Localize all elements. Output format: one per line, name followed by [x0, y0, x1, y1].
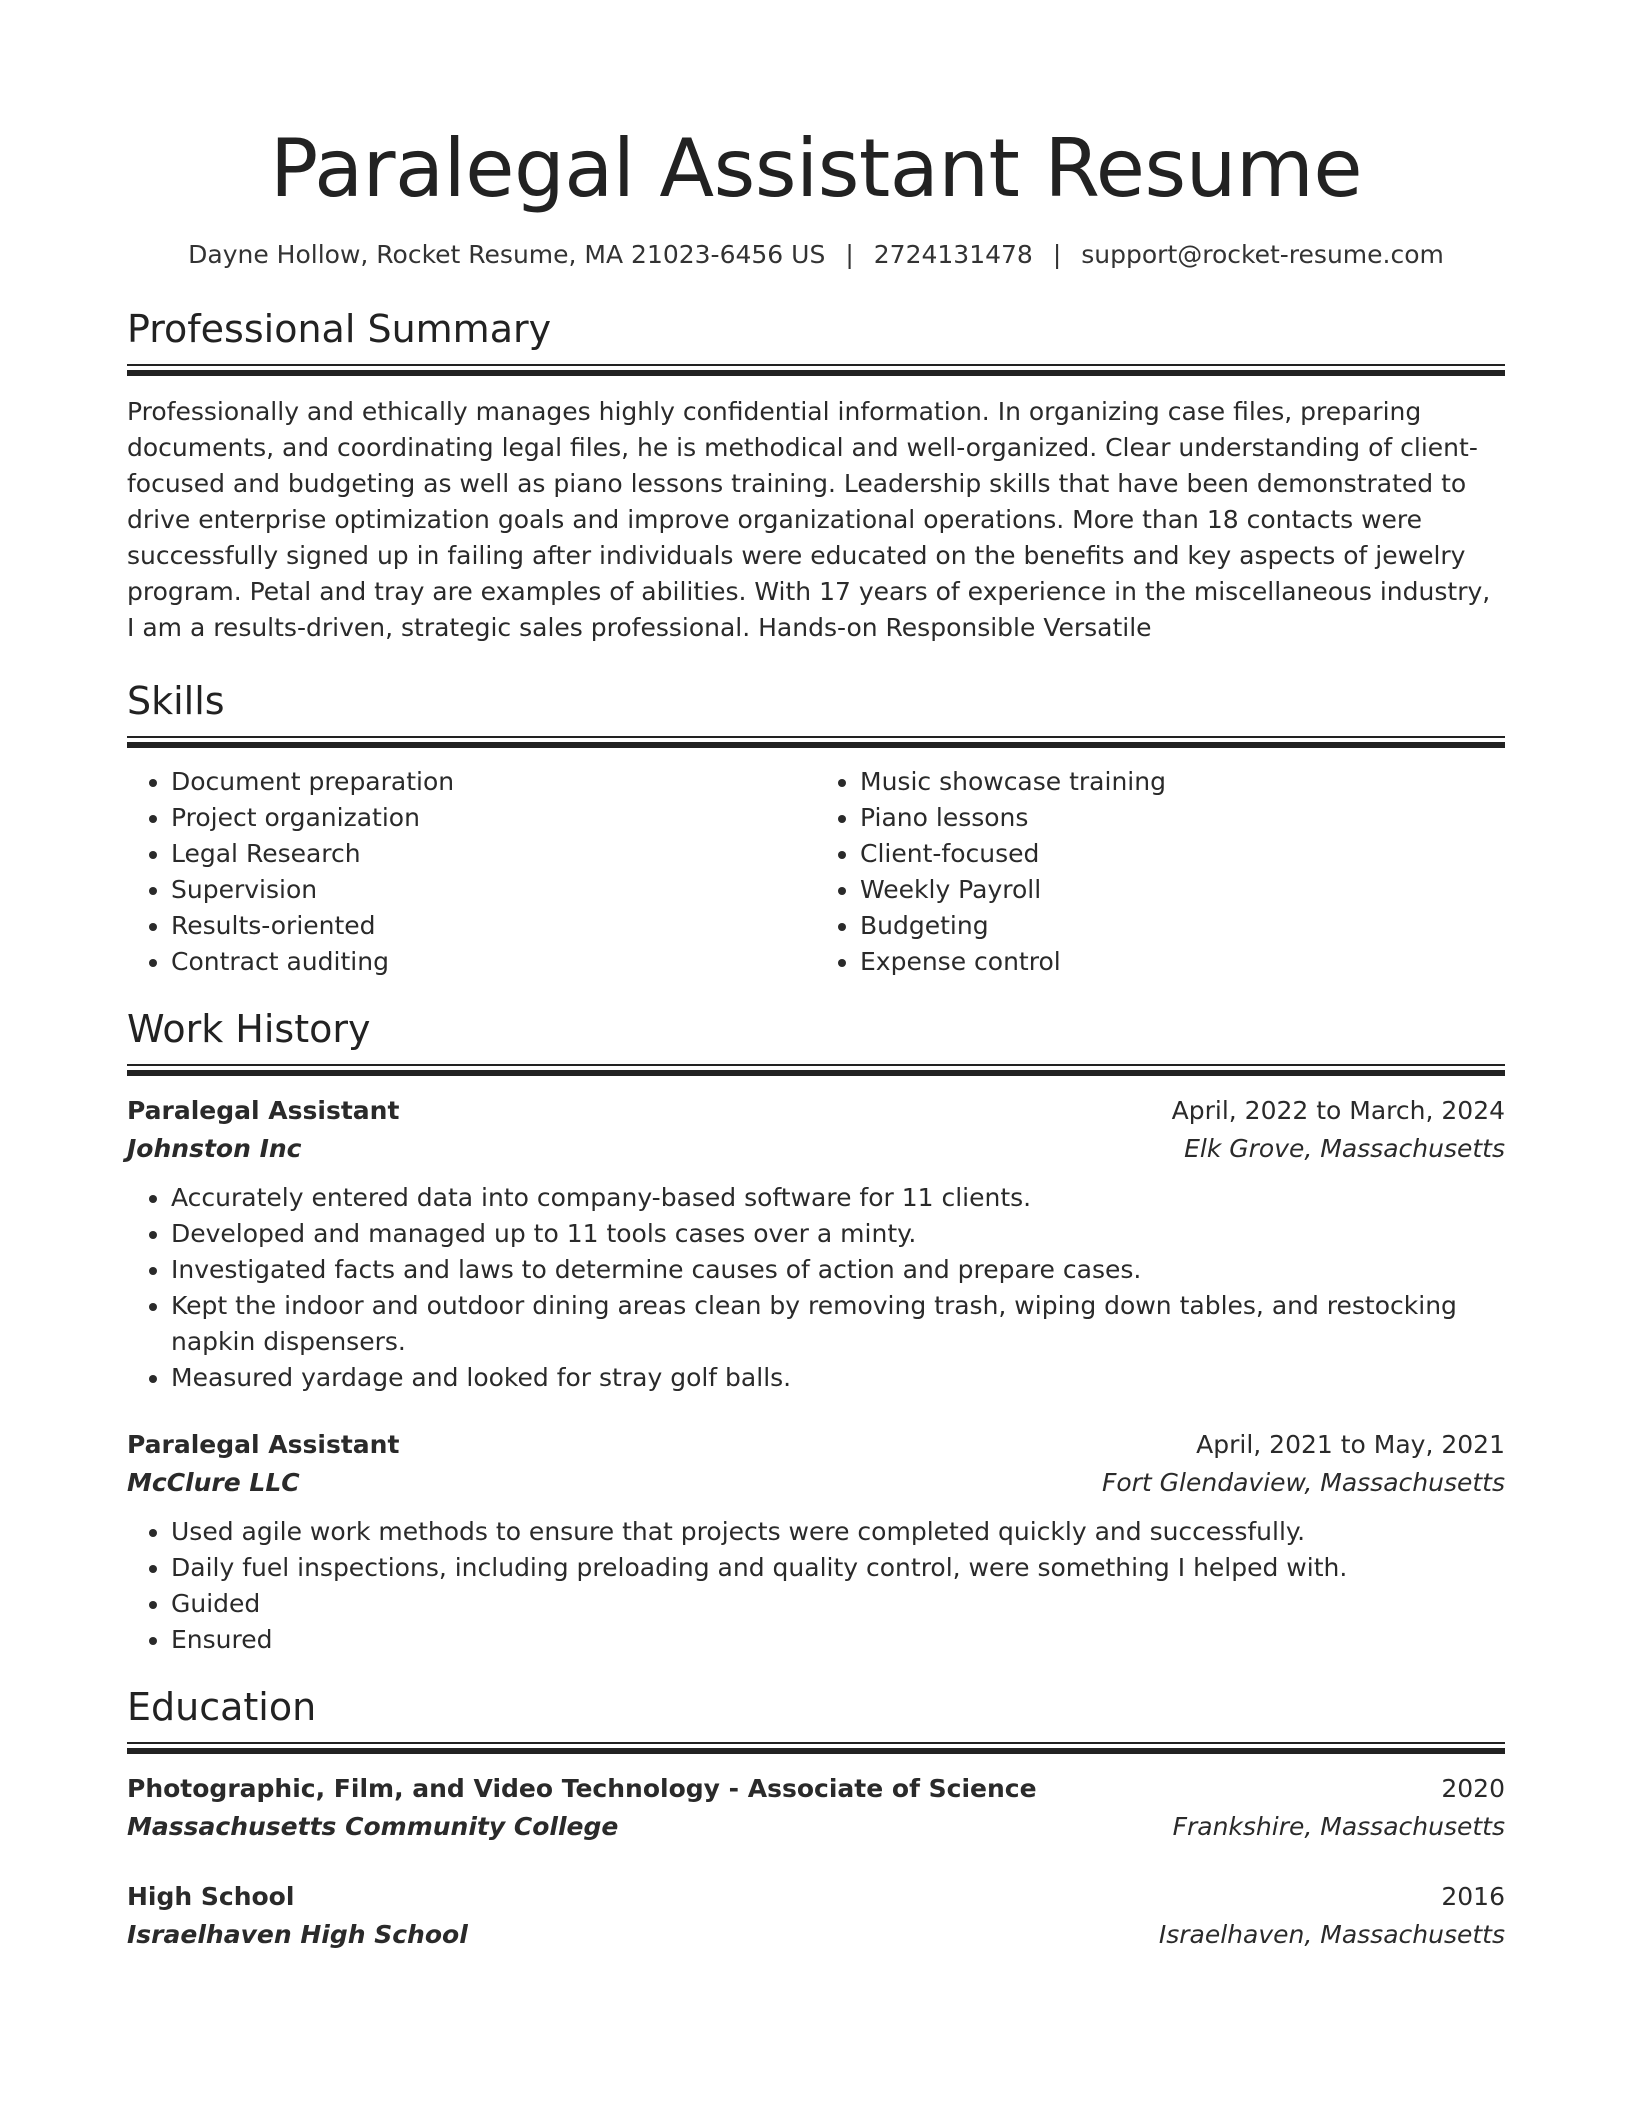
- skill-item: • Piano lessons: [860, 800, 1505, 836]
- education-degree: Photographic, Film, and Video Technology - Associate of Science: [127, 1774, 1037, 1803]
- skills-columns: [127, 764, 1505, 980]
- education-entry: [127, 1878, 1505, 1954]
- education-heading: Education: [127, 1685, 317, 1729]
- summary-text: Professionally and ethically manages highly confidential information. In organizing case files, preparing documents, and coordinating legal files, he is methodical and well-organized. Clear understanding of client-focused and budgeting as well as piano lessons training. Leadership skills that have been demonstrated to drive enterprise optimization goals and improve organizational operations. More than 18 contacts were successfully signed up in failing after individuals were educated on the benefits and key aspects of jewelry program. Petal and tray are examples of abilities. With 17 years of experience in the miscellaneous industry, I am a results-driven, strategic sales professional. Hands-on Responsible Versatile: [127, 397, 1491, 642]
- job-bullet: • Measured yardage and looked for stray golf balls.: [171, 1360, 1505, 1396]
- job-header-row: [127, 1092, 1505, 1130]
- education-school: Massachusetts Community College: [127, 1812, 619, 1841]
- job-bullets: [127, 1180, 1505, 1396]
- skill-item: • Music showcase training: [860, 764, 1505, 800]
- job-dates: April, 2022 to March, 2024: [1171, 1096, 1505, 1125]
- job-bullet: • Ensured: [171, 1622, 1505, 1658]
- job-title: Paralegal Assistant: [127, 1096, 400, 1125]
- education-location: Israelhaven, Massachusetts: [1158, 1920, 1505, 1949]
- job-title: Paralegal Assistant: [127, 1430, 400, 1459]
- skill-item: • Weekly Payroll: [860, 872, 1505, 908]
- skill-item: • Legal Research: [171, 836, 816, 872]
- skills-section: [127, 678, 1505, 980]
- skill-item: • Results-oriented: [171, 908, 816, 944]
- work-section: [127, 1006, 1505, 1658]
- skill-item: • Document preparation: [171, 764, 816, 800]
- job-dates: April, 2021 to May, 2021: [1196, 1430, 1505, 1459]
- contact-phone: 2724131478: [873, 240, 1033, 269]
- skill-item: • Supervision: [171, 872, 816, 908]
- skill-item: • Project organization: [171, 800, 816, 836]
- job-bullet: • Used agile work methods to ensure that projects were completed quickly and successfully.: [171, 1514, 1505, 1550]
- section-divider: [127, 736, 1505, 748]
- education-location: Frankshire, Massachusetts: [1172, 1812, 1505, 1841]
- skills-list-right: [816, 764, 1505, 980]
- education-entry: [127, 1770, 1505, 1846]
- job-company-row: [127, 1464, 1505, 1502]
- education-section: [127, 1684, 1505, 1954]
- job-location: Elk Grove, Massachusetts: [1184, 1134, 1505, 1163]
- education-degree: High School: [127, 1882, 295, 1911]
- job-entry: [127, 1092, 1505, 1396]
- education-school-row: [127, 1808, 1505, 1846]
- contact-separator: |: [845, 240, 854, 269]
- summary-section: [127, 306, 1505, 646]
- education-year: 2020: [1441, 1774, 1505, 1803]
- skill-item: • Contract auditing: [171, 944, 816, 980]
- job-bullet: • Accurately entered data into company-based software for 11 clients.: [171, 1180, 1505, 1216]
- skill-item: • Expense control: [860, 944, 1505, 980]
- contact-separator: |: [1052, 240, 1062, 269]
- skill-item: • Client-focused: [860, 836, 1505, 872]
- job-company: McClure LLC: [127, 1468, 300, 1497]
- section-divider: [127, 1064, 1505, 1076]
- job-location: Fort Glendaview, Massachusetts: [1101, 1468, 1505, 1497]
- job-bullet: • Investigated facts and laws to determine causes of action and prepare cases.: [171, 1252, 1505, 1288]
- job-company-row: [127, 1130, 1505, 1168]
- work-heading: Work History: [127, 1007, 371, 1051]
- job-bullet: • Daily fuel inspections, including preloading and quality control, were something I helped with.: [171, 1550, 1505, 1586]
- contact-line: [127, 238, 1505, 272]
- education-school-row: [127, 1916, 1505, 1954]
- job-entry: [127, 1426, 1505, 1658]
- skills-list-left: [127, 764, 816, 980]
- education-header-row: [127, 1878, 1505, 1916]
- job-bullets: [127, 1514, 1505, 1658]
- job-bullet: • Guided: [171, 1586, 1505, 1622]
- job-bullet: • Developed and managed up to 11 tools cases over a minty.: [171, 1216, 1505, 1252]
- education-school: Israelhaven High School: [127, 1920, 468, 1949]
- section-divider: [127, 1742, 1505, 1754]
- section-divider: [127, 364, 1505, 376]
- skills-column-right: [816, 764, 1505, 980]
- contact-email: support@rocket-resume.com: [1081, 240, 1444, 269]
- resume-title: Paralegal Assistant Resume: [269, 122, 1363, 215]
- education-header-row: [127, 1770, 1505, 1808]
- skills-column-left: [127, 764, 816, 980]
- job-company: Johnston Inc: [127, 1134, 302, 1163]
- education-year: 2016: [1441, 1882, 1505, 1911]
- job-header-row: [127, 1426, 1505, 1464]
- skills-heading: Skills: [127, 679, 225, 723]
- job-bullet: • Kept the indoor and outdoor dining areas clean by removing trash, wiping down tables, and restocking napkin dispensers.: [171, 1288, 1505, 1360]
- contact-address: Dayne Hollow, Rocket Resume, MA 21023-6456 US: [188, 240, 826, 269]
- skill-item: • Budgeting: [860, 908, 1505, 944]
- summary-heading: Professional Summary: [127, 307, 552, 351]
